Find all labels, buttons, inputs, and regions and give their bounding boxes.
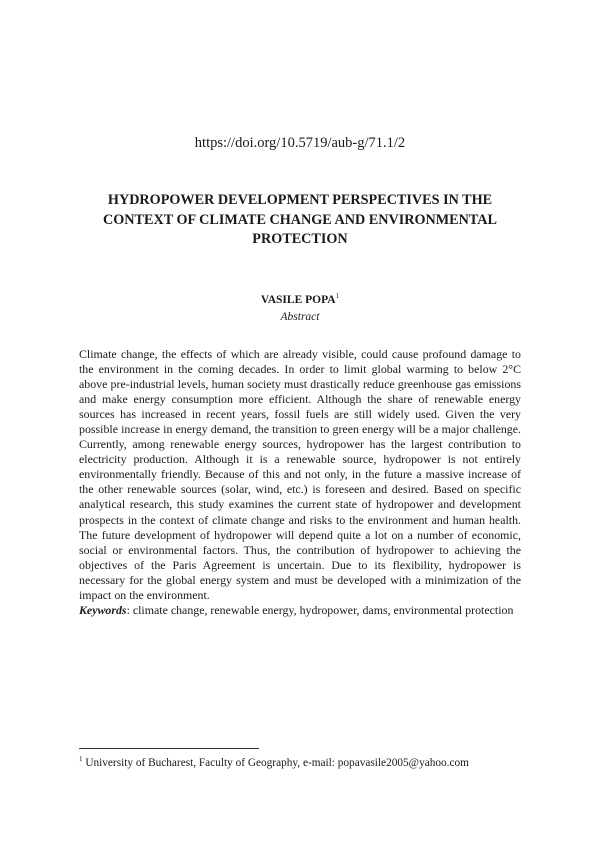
author-name: VASILE POPA xyxy=(260,293,336,306)
paper-title: HYDROPOWER DEVELOPMENT PERSPECTIVES IN THE CONTEXT OF CLIMATE CHANGE AND ENVIRONMENTAL PROTECTION xyxy=(103,192,497,247)
keywords xyxy=(79,603,521,618)
doi-link[interactable]: https://doi.org/10.5719/aub-g/71.1/2 xyxy=(194,135,406,151)
author-footnote-marker: 1 xyxy=(335,292,340,300)
abstract-text: Climate change, the effects of which are already visible, could cause profound damage to the environment in the coming decades. In order to limit global warming to below 2°C above pre-industrial levels, human society must drastically reduce greenhouse gas emissions and make energy consumption more efficient. Although the share of renewable energy sources has increased in recent years, fossil fuels are still widely used. Given the very possible increase in energy demand, the transition to green energy will be a major challenge. Currently, among renewable energy sources, hydropower has the largest contribution to electricity production. Although it is a renewable source, hydropower is not entirely environmentally friendly. Because of this and not only, in the future a massive increase of the other renewable sources (solar, wind, etc.) is foreseen and desired. Based on specific analytical research, this study examines the current state of hydropower and development prospects in the context of climate change and risks to the environment and human health. The future development of hydropower will depend quite a lot on a number of economic, social or environmental factors. Thus, the contribution of hydropower to achieving the objectives of the Paris Agreement is uncertain. Due to its flexibility, hydropower is necessary for the global energy system and must be developed with a minimization of the impact on the environment. xyxy=(79,347,521,602)
footnote xyxy=(79,755,539,769)
abstract-heading: Abstract xyxy=(280,311,320,323)
footnote-divider xyxy=(79,748,259,749)
keywords-text: : climate change, renewable energy, hydropower, dams, environmental protection xyxy=(126,603,514,617)
footnote-marker: 1 xyxy=(79,755,83,763)
author-line xyxy=(0,292,600,306)
footnote-text: University of Bucharest, Faculty of Geography, e-mail: popavasile2005@yahoo.com xyxy=(82,756,469,769)
keywords-label: Keywords xyxy=(79,603,127,617)
